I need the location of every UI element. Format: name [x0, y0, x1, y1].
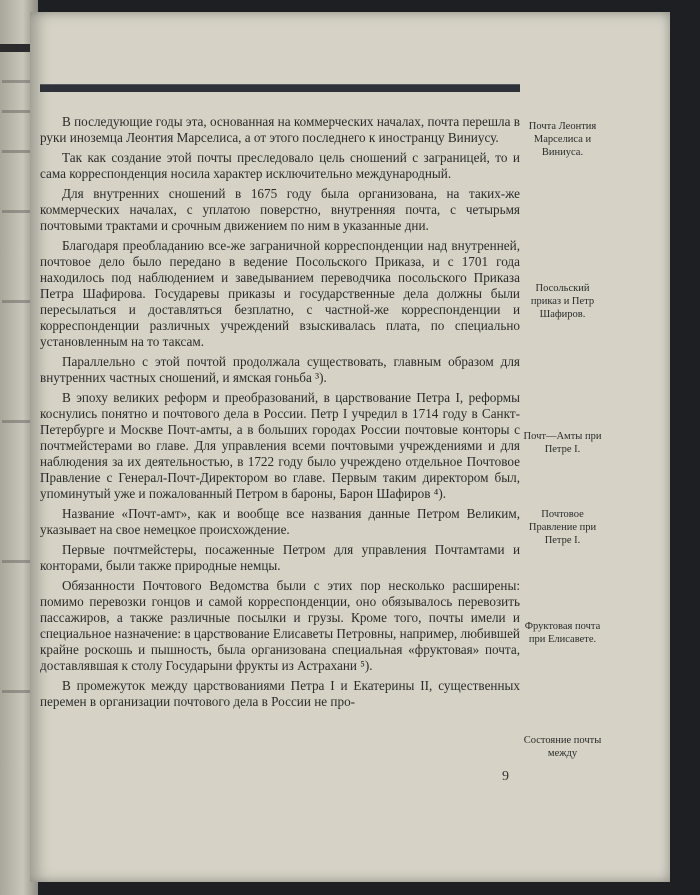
- paragraph: В промежуток между царствованиями Петра I и Екатерины II, существенных перемен в организации почтового дела в России не про-: [40, 678, 520, 709]
- margin-note: Состояние почты между: [523, 735, 602, 759]
- header-rule: [40, 84, 520, 92]
- margin-note: Посольский приказ и Петр Шафиров.: [530, 283, 595, 320]
- paragraph: Параллельно с этой почтой продолжала существовать, главным образом для внутренних частных сношений, и ямская гоньба ³).: [40, 354, 520, 385]
- paragraph: Для внутренних сношений в 1675 году была организована, на таких-же коммерческих началах, с уплатою поверстно, внутренняя почта, с четырьмя почтовыми трактами и срочным движением по ним в указанные дни.: [40, 186, 520, 233]
- left-page-text-fragment: [2, 560, 32, 563]
- paragraph: Так как создание этой почты преследовало цель сношений с заграницей, то и сама корреспонденция носила характер исключительно международный.: [40, 150, 520, 181]
- left-page-text-fragment: [2, 300, 32, 303]
- body-text: [40, 114, 520, 714]
- left-page-text-fragment: [2, 420, 32, 423]
- margin-note: Фруктовая почта при Елисавете.: [524, 621, 601, 645]
- paragraph: Название «Почт-амт», как и вообще все названия данные Петром Великим, указывает на свое немецкое происхождение.: [40, 506, 520, 537]
- left-page-text-fragment: [2, 150, 32, 153]
- paragraph: Первые почтмейстеры, посаженные Петром для управления Почтамтами и конторами, были также природные немцы.: [40, 542, 520, 573]
- book-page: [30, 12, 670, 882]
- paragraph: Благодаря преобладанию все-же заграничной корреспонденции над внутренней, почтовое дело было передано в ведение Посольского Приказа, и с 1701 года находилось под наблюдением и заведыванием переводчика посольского Приказа Петра Шафирова. Государевы приказы и государственные дела должны были пересылаться и доставляться безплатно, с частной-же корреспонденции и корреспонденции различных учреждений взыскивалась плата, по специально установленным на то таксам.: [40, 238, 520, 349]
- page-number: 9: [502, 769, 509, 784]
- left-page-text-fragment: [2, 80, 32, 83]
- margin-note: Почта Леонтия Марселиса и Виниуса.: [528, 121, 597, 158]
- left-page-text-fragment: [2, 210, 32, 213]
- left-page-text-fragment: [2, 690, 32, 693]
- paragraph: В эпоху великих реформ и преобразований, в царствование Петра I, реформы коснулись понятно и почтового дела в России. Петр I учредил в 1714 году в Санкт-Петербурге и Москве Почт-амты, а в больших городах России почтовые конторы с почтмейстерами во главе. Для управления всеми почтовыми учреждениями и для наблюдения за их деятельностью, в 1722 году было учреждено отдельное Почтовое Правление с Генерал-Почт-Директором во главе. Первым таким директором был, упоминутый уже и пожалованный Петром в бароны, Барон Шафиров ⁴).: [40, 390, 520, 501]
- paragraph: В последующие годы эта, основанная на коммерческих началах, почта перешла в руки иноземца Леонтия Марселиса, а от этого последнего к иностранцу Виниусу.: [40, 114, 520, 145]
- margin-note: Почтовое Правление при Петре I.: [528, 509, 597, 546]
- paragraph: Обязанности Почтового Ведомства были с этих пор несколько расширены: помимо перевозки гонцов и самой корреспонденции, оно обязывалось перевозить пассажиров, а также различные посылки и грузы. Кроме того, почты имели и специальное назначение: в царствование Елисаветы Петровны, например, любившей крайне роскошь и пышность, была организована специальная «фруктовая» почта, доставлявшая к столу Государыни фрукты из Астрахани ⁵).: [40, 578, 520, 673]
- margin-note: Почт—Амты при Петре I.: [523, 431, 602, 455]
- left-page-text-fragment: [2, 110, 32, 113]
